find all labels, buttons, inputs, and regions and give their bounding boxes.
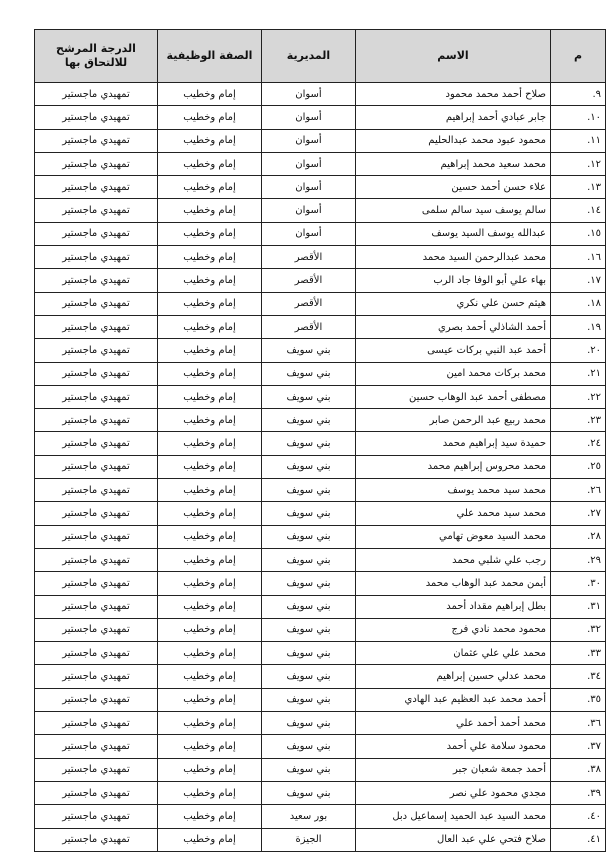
row-number: ١٣. xyxy=(551,176,606,199)
candidate-name: محمد محروس إبراهيم محمد xyxy=(356,455,551,478)
directorate-cell: بني سويف xyxy=(262,479,356,502)
job-title-cell: إمام وخطيب xyxy=(158,106,262,129)
degree-cell: تمهيدي ماجستير xyxy=(35,712,158,735)
row-number: ١٧. xyxy=(551,269,606,292)
candidate-name: صلاح أحمد محمد محمود xyxy=(356,83,551,106)
job-title-cell: إمام وخطيب xyxy=(158,432,262,455)
candidate-name: محمود عبود محمد عبدالحليم xyxy=(356,129,551,152)
job-title-cell: إمام وخطيب xyxy=(158,572,262,595)
header-row xyxy=(35,30,606,83)
degree-cell: تمهيدي ماجستير xyxy=(35,246,158,269)
row-number: ٢٢. xyxy=(551,385,606,408)
job-title-cell: إمام وخطيب xyxy=(158,222,262,245)
candidate-name: مجدي محمود علي نصر xyxy=(356,781,551,804)
candidate-name: عبدالله يوسف السيد يوسف xyxy=(356,222,551,245)
directorate-cell: الأقصر xyxy=(262,292,356,315)
candidate-name: سالم يوسف سيد سالم سلمى xyxy=(356,199,551,222)
degree-cell: تمهيدي ماجستير xyxy=(35,805,158,828)
directorate-cell: الأقصر xyxy=(262,246,356,269)
degree-cell: تمهيدي ماجستير xyxy=(35,479,158,502)
degree-cell: تمهيدي ماجستير xyxy=(35,688,158,711)
directorate-cell: أسوان xyxy=(262,106,356,129)
candidate-name: بطل إبراهيم مقداد أحمد xyxy=(356,595,551,618)
job-title-cell: إمام وخطيب xyxy=(158,199,262,222)
table-row xyxy=(35,758,606,781)
job-title-cell: إمام وخطيب xyxy=(158,665,262,688)
degree-cell: تمهيدي ماجستير xyxy=(35,618,158,641)
directorate-cell: أسوان xyxy=(262,176,356,199)
degree-cell: تمهيدي ماجستير xyxy=(35,176,158,199)
table-row xyxy=(35,292,606,315)
table-body xyxy=(35,83,606,852)
table-row xyxy=(35,455,606,478)
candidate-name: أحمد الشاذلي أحمد بصري xyxy=(356,315,551,338)
directorate-cell: بني سويف xyxy=(262,781,356,804)
directorate-cell: أسوان xyxy=(262,222,356,245)
degree-cell: تمهيدي ماجستير xyxy=(35,269,158,292)
table-row xyxy=(35,246,606,269)
job-title-cell: إمام وخطيب xyxy=(158,269,262,292)
candidate-name: محمد السيد عبد الحميد إسماعيل دبل xyxy=(356,805,551,828)
candidate-name: صلاح فتحي علي عبد العال xyxy=(356,828,551,851)
table-row xyxy=(35,665,606,688)
job-title-cell: إمام وخطيب xyxy=(158,385,262,408)
table-row xyxy=(35,385,606,408)
candidate-name: محمد بركات محمد امين xyxy=(356,362,551,385)
job-title-cell: إمام وخطيب xyxy=(158,735,262,758)
directorate-cell: بني سويف xyxy=(262,362,356,385)
degree-cell: تمهيدي ماجستير xyxy=(35,222,158,245)
candidate-name: حميدة سيد إبراهيم محمد xyxy=(356,432,551,455)
degree-cell: تمهيدي ماجستير xyxy=(35,548,158,571)
job-title-cell: إمام وخطيب xyxy=(158,828,262,851)
table-row xyxy=(35,269,606,292)
table-row xyxy=(35,642,606,665)
table-row xyxy=(35,735,606,758)
degree-cell: تمهيدي ماجستير xyxy=(35,595,158,618)
job-title-cell: إمام وخطيب xyxy=(158,362,262,385)
candidates-table xyxy=(34,29,606,852)
table-row xyxy=(35,222,606,245)
row-number: ٣٣. xyxy=(551,642,606,665)
directorate-cell: بني سويف xyxy=(262,409,356,432)
candidate-name: محمد عدلي حسين إبراهيم xyxy=(356,665,551,688)
table-row xyxy=(35,129,606,152)
table-row xyxy=(35,525,606,548)
directorate-cell: بني سويف xyxy=(262,385,356,408)
row-number: ٢٠. xyxy=(551,339,606,362)
job-title-cell: إمام وخطيب xyxy=(158,688,262,711)
degree-cell: تمهيدي ماجستير xyxy=(35,781,158,804)
table-row xyxy=(35,106,606,129)
degree-cell: تمهيدي ماجستير xyxy=(35,315,158,338)
candidate-name: محمد ربيع عبد الرحمن صابر xyxy=(356,409,551,432)
job-title-cell: إمام وخطيب xyxy=(158,712,262,735)
table-row xyxy=(35,781,606,804)
table-row xyxy=(35,409,606,432)
candidate-name: محمد عبدالرحمن السيد محمد xyxy=(356,246,551,269)
table-row xyxy=(35,83,606,106)
row-number: ١٩. xyxy=(551,315,606,338)
row-number: ٣٦. xyxy=(551,712,606,735)
row-number: ٣٢. xyxy=(551,618,606,641)
degree-cell: تمهيدي ماجستير xyxy=(35,735,158,758)
candidate-name: محمد أحمد أحمد علي xyxy=(356,712,551,735)
job-title-cell: إمام وخطيب xyxy=(158,758,262,781)
directorate-cell: بور سعيد xyxy=(262,805,356,828)
degree-cell: تمهيدي ماجستير xyxy=(35,199,158,222)
row-number: ١٥. xyxy=(551,222,606,245)
directorate-cell: بني سويف xyxy=(262,432,356,455)
table-row xyxy=(35,152,606,175)
row-number: ٣٧. xyxy=(551,735,606,758)
degree-cell: تمهيدي ماجستير xyxy=(35,385,158,408)
degree-cell: تمهيدي ماجستير xyxy=(35,525,158,548)
table-row xyxy=(35,315,606,338)
header-job-title: الصفة الوظيفية xyxy=(158,30,262,83)
directorate-cell: أسوان xyxy=(262,83,356,106)
degree-cell: تمهيدي ماجستير xyxy=(35,152,158,175)
table-row xyxy=(35,548,606,571)
table-row xyxy=(35,432,606,455)
table-row xyxy=(35,479,606,502)
candidate-name: أحمد محمد عبد العظيم عبد الهادي xyxy=(356,688,551,711)
directorate-cell: بني سويف xyxy=(262,455,356,478)
degree-cell: تمهيدي ماجستير xyxy=(35,292,158,315)
row-number: ١٤. xyxy=(551,199,606,222)
directorate-cell: الأقصر xyxy=(262,315,356,338)
directorate-cell: بني سويف xyxy=(262,339,356,362)
candidate-name: علاء حسن أحمد حسين xyxy=(356,176,551,199)
candidate-name: محمد علي علي عثمان xyxy=(356,642,551,665)
degree-cell: تمهيدي ماجستير xyxy=(35,339,158,362)
degree-cell: تمهيدي ماجستير xyxy=(35,572,158,595)
degree-cell: تمهيدي ماجستير xyxy=(35,502,158,525)
table-row xyxy=(35,199,606,222)
job-title-cell: إمام وخطيب xyxy=(158,152,262,175)
header-directorate: المديرية xyxy=(262,30,356,83)
directorate-cell: بني سويف xyxy=(262,688,356,711)
directorate-cell: أسوان xyxy=(262,129,356,152)
job-title-cell: إمام وخطيب xyxy=(158,246,262,269)
candidate-name: محمد سعيد محمد إبراهيم xyxy=(356,152,551,175)
job-title-cell: إمام وخطيب xyxy=(158,502,262,525)
job-title-cell: إمام وخطيب xyxy=(158,83,262,106)
row-number: ٩. xyxy=(551,83,606,106)
degree-cell: تمهيدي ماجستير xyxy=(35,758,158,781)
candidate-name: محمود سلامة علي أحمد xyxy=(356,735,551,758)
row-number: ١٦. xyxy=(551,246,606,269)
row-number: ٢٧. xyxy=(551,502,606,525)
degree-cell: تمهيدي ماجستير xyxy=(35,455,158,478)
degree-cell: تمهيدي ماجستير xyxy=(35,409,158,432)
directorate-cell: بني سويف xyxy=(262,735,356,758)
degree-cell: تمهيدي ماجستير xyxy=(35,642,158,665)
table-row xyxy=(35,339,606,362)
directorate-cell: بني سويف xyxy=(262,548,356,571)
row-number: ٣١. xyxy=(551,595,606,618)
directorate-cell: بني سويف xyxy=(262,758,356,781)
degree-cell: تمهيدي ماجستير xyxy=(35,432,158,455)
row-number: ١١. xyxy=(551,129,606,152)
table-row xyxy=(35,572,606,595)
candidate-name: مصطفى أحمد عبد الوهاب حسين xyxy=(356,385,551,408)
table-row xyxy=(35,805,606,828)
directorate-cell: بني سويف xyxy=(262,665,356,688)
directorate-cell: بني سويف xyxy=(262,525,356,548)
row-number: ٢١. xyxy=(551,362,606,385)
directorate-cell: بني سويف xyxy=(262,572,356,595)
job-title-cell: إمام وخطيب xyxy=(158,805,262,828)
job-title-cell: إمام وخطيب xyxy=(158,479,262,502)
header-degree: الدرجة المرشح للالتحاق بها xyxy=(35,30,158,83)
directorate-cell: أسوان xyxy=(262,199,356,222)
job-title-cell: إمام وخطيب xyxy=(158,618,262,641)
row-number: ٢٣. xyxy=(551,409,606,432)
table-row xyxy=(35,502,606,525)
candidate-name: محمد سيد محمد علي xyxy=(356,502,551,525)
row-number: ٣٩. xyxy=(551,781,606,804)
job-title-cell: إمام وخطيب xyxy=(158,548,262,571)
table-row xyxy=(35,688,606,711)
directorate-cell: بني سويف xyxy=(262,595,356,618)
directorate-cell: الجيزة xyxy=(262,828,356,851)
row-number: ٢٥. xyxy=(551,455,606,478)
degree-cell: تمهيدي ماجستير xyxy=(35,106,158,129)
job-title-cell: إمام وخطيب xyxy=(158,409,262,432)
directorate-cell: أسوان xyxy=(262,152,356,175)
job-title-cell: إمام وخطيب xyxy=(158,595,262,618)
table-row xyxy=(35,176,606,199)
candidate-name: محمود محمد نادي فرج xyxy=(356,618,551,641)
row-number: ٤١. xyxy=(551,828,606,851)
degree-cell: تمهيدي ماجستير xyxy=(35,362,158,385)
row-number: ٣٤. xyxy=(551,665,606,688)
candidate-name: بهاء علي أبو الوفا جاد الرب xyxy=(356,269,551,292)
row-number: ٢٨. xyxy=(551,525,606,548)
row-number: ٤٠. xyxy=(551,805,606,828)
row-number: ٢٩. xyxy=(551,548,606,571)
candidate-name: هيثم حسن علي نكري xyxy=(356,292,551,315)
job-title-cell: إمام وخطيب xyxy=(158,525,262,548)
table-row xyxy=(35,595,606,618)
directorate-cell: بني سويف xyxy=(262,642,356,665)
candidate-name: محمد سيد محمد يوسف xyxy=(356,479,551,502)
job-title-cell: إمام وخطيب xyxy=(158,781,262,804)
degree-cell: تمهيدي ماجستير xyxy=(35,129,158,152)
directorate-cell: الأقصر xyxy=(262,269,356,292)
job-title-cell: إمام وخطيب xyxy=(158,292,262,315)
job-title-cell: إمام وخطيب xyxy=(158,315,262,338)
job-title-cell: إمام وخطيب xyxy=(158,176,262,199)
row-number: ١٢. xyxy=(551,152,606,175)
directorate-cell: بني سويف xyxy=(262,712,356,735)
row-number: ١٠. xyxy=(551,106,606,129)
table-row xyxy=(35,362,606,385)
job-title-cell: إمام وخطيب xyxy=(158,642,262,665)
degree-cell: تمهيدي ماجستير xyxy=(35,828,158,851)
candidate-name: أحمد جمعة شعبان جبر xyxy=(356,758,551,781)
table-row xyxy=(35,712,606,735)
table-header xyxy=(35,30,606,83)
job-title-cell: إمام وخطيب xyxy=(158,455,262,478)
row-number: ٣٨. xyxy=(551,758,606,781)
row-number: ٣٠. xyxy=(551,572,606,595)
candidate-name: أحمد عبد النبي بركات عيسى xyxy=(356,339,551,362)
candidate-name: أيمن محمد عبد الوهاب محمد xyxy=(356,572,551,595)
table-row xyxy=(35,618,606,641)
table-row xyxy=(35,828,606,851)
row-number: ٢٤. xyxy=(551,432,606,455)
candidate-name: محمد السيد معوض تهامي xyxy=(356,525,551,548)
degree-cell: تمهيدي ماجستير xyxy=(35,665,158,688)
degree-cell: تمهيدي ماجستير xyxy=(35,83,158,106)
row-number: ٢٦. xyxy=(551,479,606,502)
header-name: الاسم xyxy=(356,30,551,83)
directorate-cell: بني سويف xyxy=(262,502,356,525)
job-title-cell: إمام وخطيب xyxy=(158,129,262,152)
row-number: ٣٥. xyxy=(551,688,606,711)
header-number: م xyxy=(551,30,606,83)
directorate-cell: بني سويف xyxy=(262,618,356,641)
row-number: ١٨. xyxy=(551,292,606,315)
candidate-name: جابر عبادي أحمد إبراهيم xyxy=(356,106,551,129)
candidate-name: رجب علي شلبي محمد xyxy=(356,548,551,571)
job-title-cell: إمام وخطيب xyxy=(158,339,262,362)
